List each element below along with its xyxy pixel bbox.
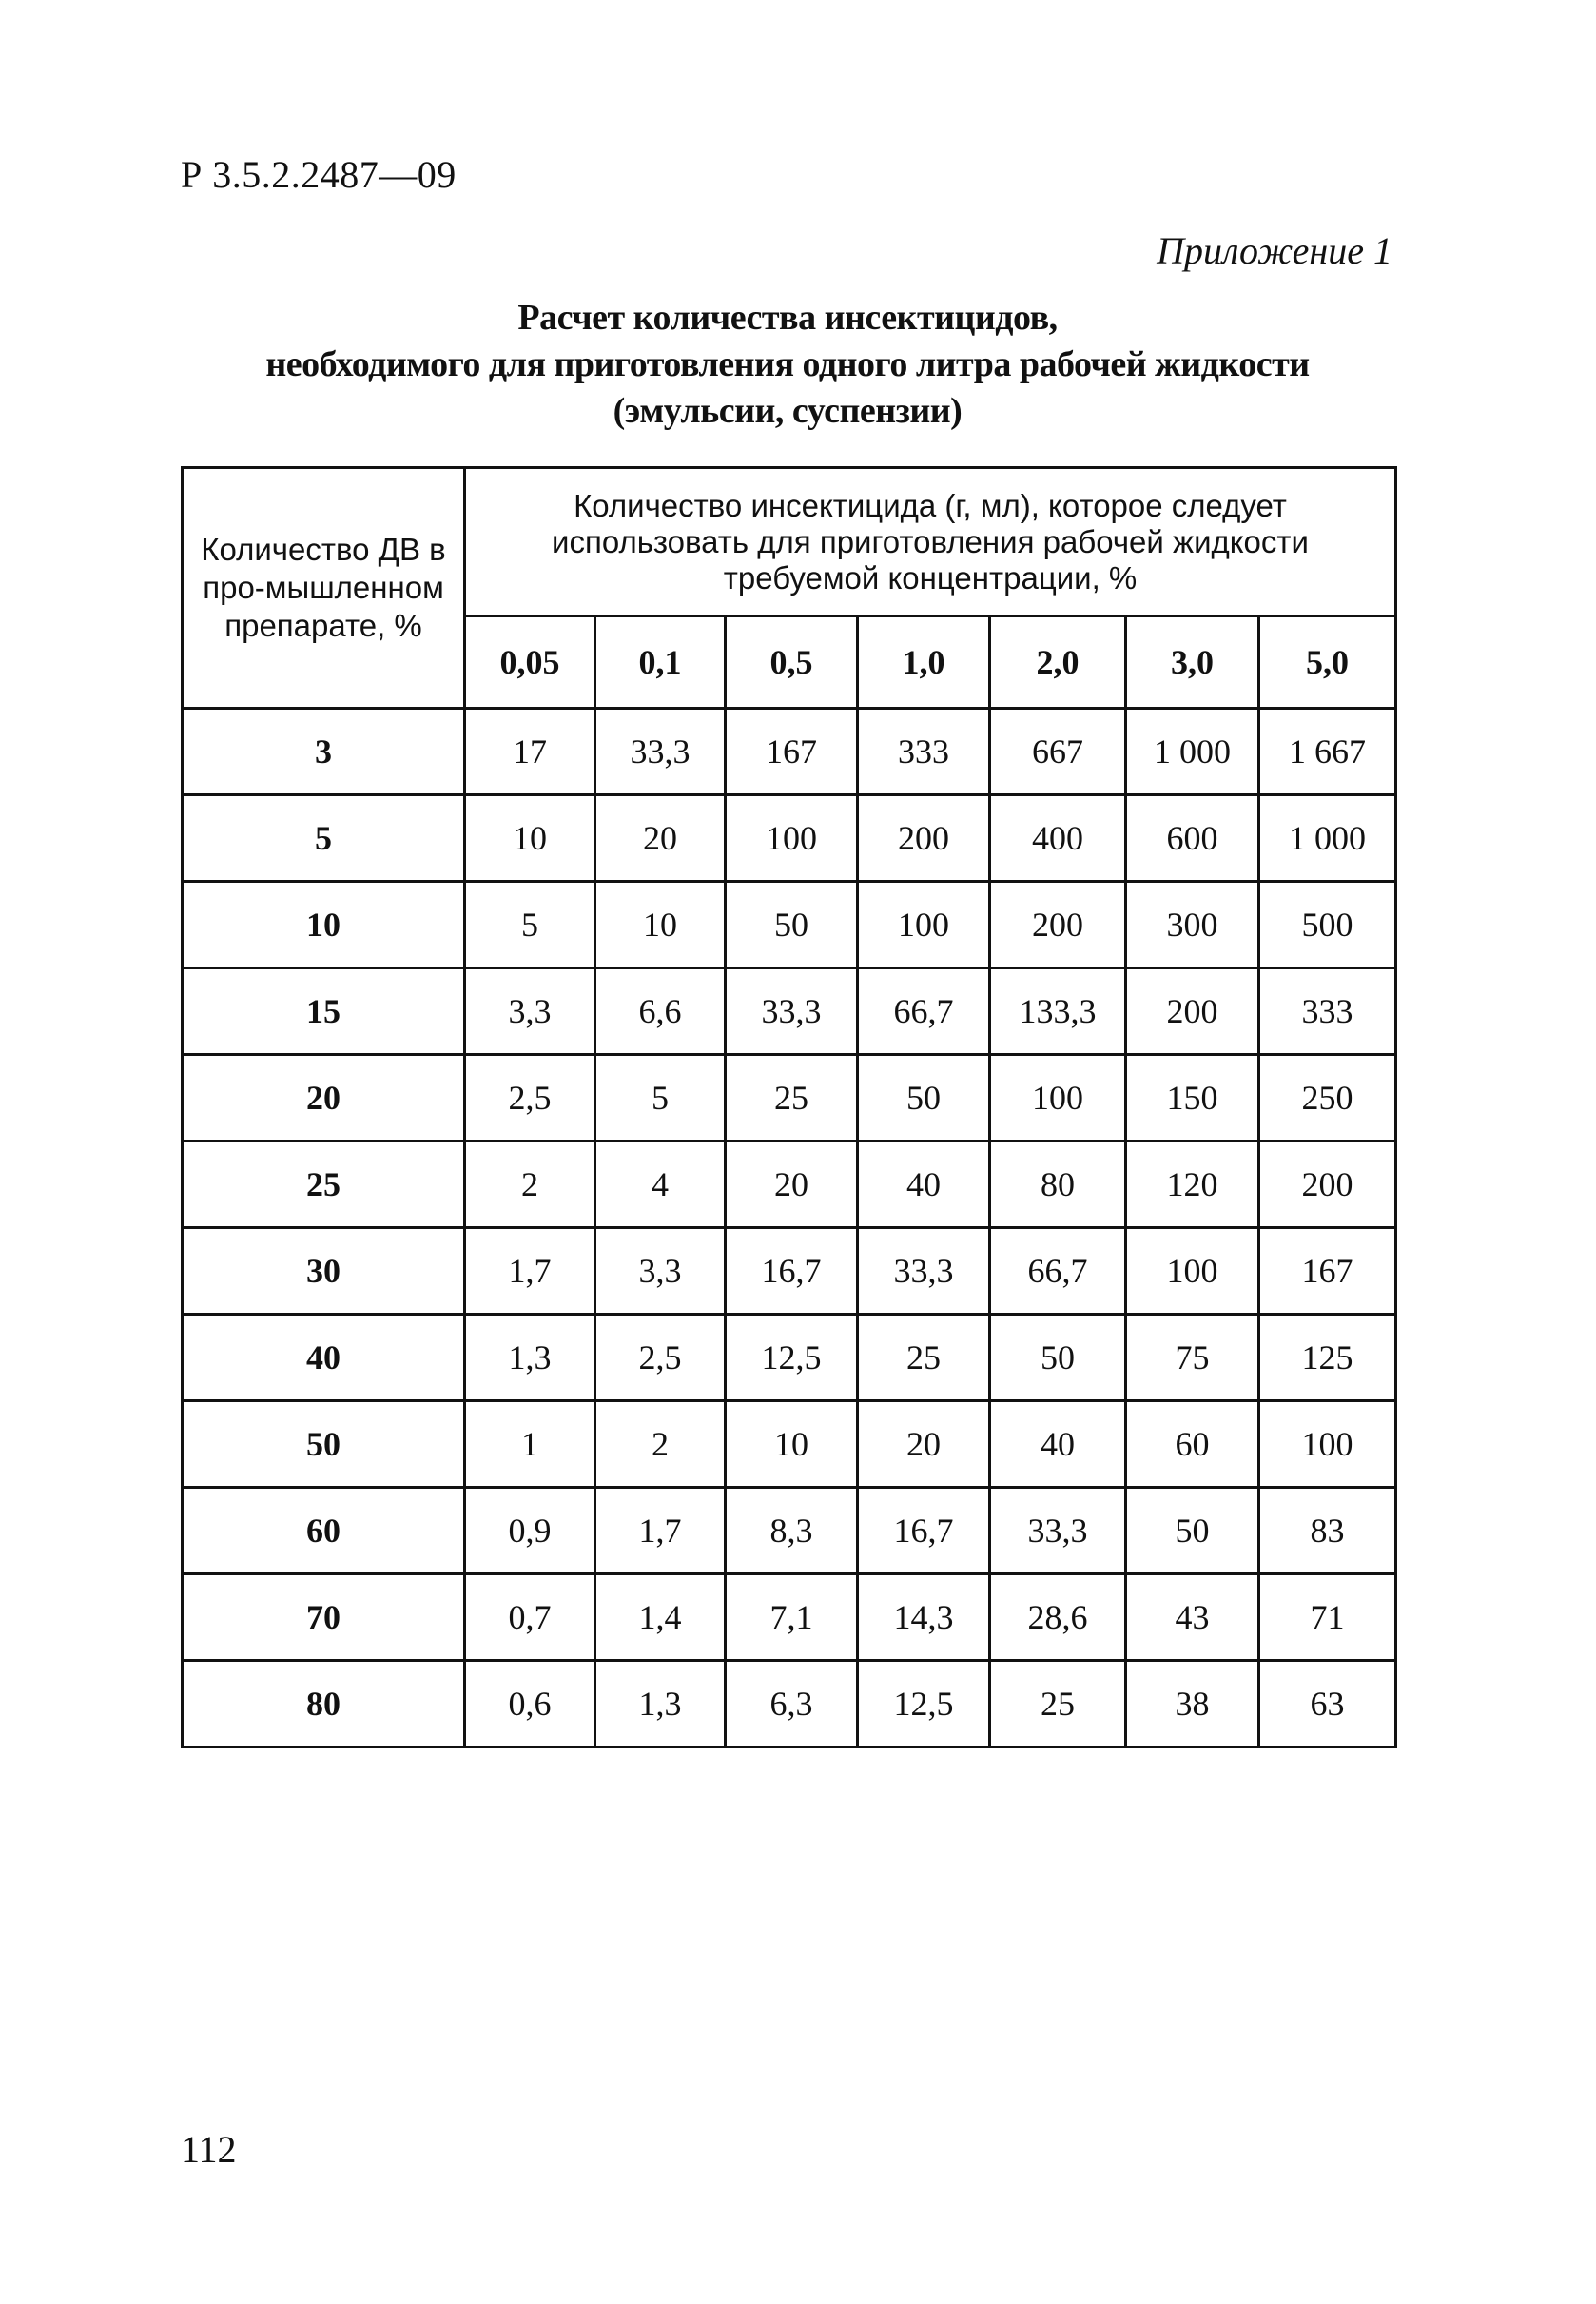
row-label-cell: 60 xyxy=(183,1488,465,1574)
row-label-cell: 40 xyxy=(183,1315,465,1401)
table-cell: 20 xyxy=(595,795,726,882)
table-row xyxy=(183,1401,1396,1488)
table-cell: 25 xyxy=(858,1315,990,1401)
table-cell: 200 xyxy=(1259,1142,1396,1228)
table-cell: 333 xyxy=(858,709,990,795)
table-cell: 100 xyxy=(726,795,858,882)
concentration-header-cell: 0,1 xyxy=(595,616,726,709)
table-cell: 6,6 xyxy=(595,968,726,1055)
table-cell: 1,3 xyxy=(595,1661,726,1748)
table-cell: 1 000 xyxy=(1126,709,1259,795)
table-cell: 50 xyxy=(990,1315,1126,1401)
table-cell: 38 xyxy=(1126,1661,1259,1748)
table-cell: 33,3 xyxy=(990,1488,1126,1574)
row-label-cell: 25 xyxy=(183,1142,465,1228)
table-cell: 1,3 xyxy=(465,1315,595,1401)
table-row xyxy=(183,1055,1396,1142)
concentration-header-cell: 3,0 xyxy=(1126,616,1259,709)
table-cell: 200 xyxy=(1126,968,1259,1055)
table-cell: 6,3 xyxy=(726,1661,858,1748)
table-cell: 63 xyxy=(1259,1661,1396,1748)
table-cell: 125 xyxy=(1259,1315,1396,1401)
header-active-substance: Количество ДВ в про-мышленном препарате, % xyxy=(183,468,465,709)
concentration-header-cell: 1,0 xyxy=(858,616,990,709)
table-cell: 2,5 xyxy=(595,1315,726,1401)
row-label-cell: 5 xyxy=(183,795,465,882)
table-cell: 33,3 xyxy=(726,968,858,1055)
table-cell: 1 xyxy=(465,1401,595,1488)
table-row xyxy=(183,1315,1396,1401)
table-cell: 2 xyxy=(465,1142,595,1228)
table-cell: 133,3 xyxy=(990,968,1126,1055)
table-cell: 600 xyxy=(1126,795,1259,882)
row-label-cell: 15 xyxy=(183,968,465,1055)
table-cell: 167 xyxy=(726,709,858,795)
table-row xyxy=(183,1228,1396,1315)
table-cell: 3,3 xyxy=(595,1228,726,1315)
table-cell: 50 xyxy=(726,882,858,968)
table-cell: 4 xyxy=(595,1142,726,1228)
table-cell: 1,4 xyxy=(595,1574,726,1661)
table-cell: 200 xyxy=(990,882,1126,968)
table-cell: 2,5 xyxy=(465,1055,595,1142)
title-line: (эмульсии, суспензии) xyxy=(613,391,963,431)
table-cell: 400 xyxy=(990,795,1126,882)
table-cell: 100 xyxy=(1126,1228,1259,1315)
table-cell: 20 xyxy=(858,1401,990,1488)
document-code: Р 3.5.2.2487—09 xyxy=(181,153,457,196)
table-cell: 66,7 xyxy=(858,968,990,1055)
table-cell: 100 xyxy=(1259,1401,1396,1488)
table-cell: 1 667 xyxy=(1259,709,1396,795)
table-cell: 1,7 xyxy=(595,1488,726,1574)
table-row xyxy=(183,795,1396,882)
row-label-cell: 30 xyxy=(183,1228,465,1315)
table-cell: 40 xyxy=(990,1401,1126,1488)
table-cell: 14,3 xyxy=(858,1574,990,1661)
table-cell: 10 xyxy=(595,882,726,968)
concentration-header-cell: 2,0 xyxy=(990,616,1126,709)
concentration-header-cell: 5,0 xyxy=(1259,616,1396,709)
table-cell: 50 xyxy=(1126,1488,1259,1574)
table-row xyxy=(183,1488,1396,1574)
insecticide-table xyxy=(181,466,1397,1748)
table-cell: 43 xyxy=(1126,1574,1259,1661)
table-cell: 3,3 xyxy=(465,968,595,1055)
page-number: 112 xyxy=(181,2128,237,2171)
table-cell: 50 xyxy=(858,1055,990,1142)
table-cell: 83 xyxy=(1259,1488,1396,1574)
table-body xyxy=(183,709,1396,1748)
table-cell: 500 xyxy=(1259,882,1396,968)
table-row xyxy=(183,1574,1396,1661)
table-cell: 33,3 xyxy=(858,1228,990,1315)
table-cell: 167 xyxy=(1259,1228,1396,1315)
table-cell: 2 xyxy=(595,1401,726,1488)
table-cell: 17 xyxy=(465,709,595,795)
table-cell: 333 xyxy=(1259,968,1396,1055)
table-row xyxy=(183,1142,1396,1228)
table-cell: 10 xyxy=(726,1401,858,1488)
table-cell: 40 xyxy=(858,1142,990,1228)
table-cell: 0,9 xyxy=(465,1488,595,1574)
header-insecticide-amount: Количество инсектицида (г, мл), которое следует использовать для приготовления рабочей жидкости требуемой концентрации, % xyxy=(465,468,1396,616)
table-cell: 250 xyxy=(1259,1055,1396,1142)
title-line: Расчет количества инсектицидов, xyxy=(517,298,1058,338)
table-cell: 200 xyxy=(858,795,990,882)
table-cell: 7,1 xyxy=(726,1574,858,1661)
table-cell: 80 xyxy=(990,1142,1126,1228)
table-cell: 5 xyxy=(595,1055,726,1142)
concentration-header-cell: 0,05 xyxy=(465,616,595,709)
table-cell: 100 xyxy=(858,882,990,968)
table-cell: 667 xyxy=(990,709,1126,795)
table-cell: 16,7 xyxy=(858,1488,990,1574)
row-label-cell: 10 xyxy=(183,882,465,968)
table-row xyxy=(183,1661,1396,1748)
row-label-cell: 80 xyxy=(183,1661,465,1748)
table-cell: 33,3 xyxy=(595,709,726,795)
table-cell: 100 xyxy=(990,1055,1126,1142)
table-cell: 5 xyxy=(465,882,595,968)
table-cell: 12,5 xyxy=(858,1661,990,1748)
table-cell: 71 xyxy=(1259,1574,1396,1661)
appendix-label: Приложение 1 xyxy=(1157,229,1392,272)
title-line: необходимого для приготовления одного литра рабочей жидкости xyxy=(265,344,1310,384)
table-cell: 8,3 xyxy=(726,1488,858,1574)
table-cell: 1 000 xyxy=(1259,795,1396,882)
table-cell: 0,7 xyxy=(465,1574,595,1661)
table-title xyxy=(181,295,1394,435)
table-cell: 75 xyxy=(1126,1315,1259,1401)
table-cell: 66,7 xyxy=(990,1228,1126,1315)
table-cell: 0,6 xyxy=(465,1661,595,1748)
table-cell: 12,5 xyxy=(726,1315,858,1401)
row-label-cell: 50 xyxy=(183,1401,465,1488)
table-cell: 1,7 xyxy=(465,1228,595,1315)
table-cell: 25 xyxy=(990,1661,1126,1748)
table-cell: 20 xyxy=(726,1142,858,1228)
table-row xyxy=(183,882,1396,968)
table-cell: 10 xyxy=(465,795,595,882)
concentration-header-cell: 0,5 xyxy=(726,616,858,709)
table-cell: 300 xyxy=(1126,882,1259,968)
table-cell: 25 xyxy=(726,1055,858,1142)
row-label-cell: 20 xyxy=(183,1055,465,1142)
row-label-cell: 3 xyxy=(183,709,465,795)
table-cell: 28,6 xyxy=(990,1574,1126,1661)
table-cell: 120 xyxy=(1126,1142,1259,1228)
row-label-cell: 70 xyxy=(183,1574,465,1661)
table-cell: 150 xyxy=(1126,1055,1259,1142)
table-row xyxy=(183,968,1396,1055)
table-cell: 60 xyxy=(1126,1401,1259,1488)
table-cell: 16,7 xyxy=(726,1228,858,1315)
table-row xyxy=(183,709,1396,795)
